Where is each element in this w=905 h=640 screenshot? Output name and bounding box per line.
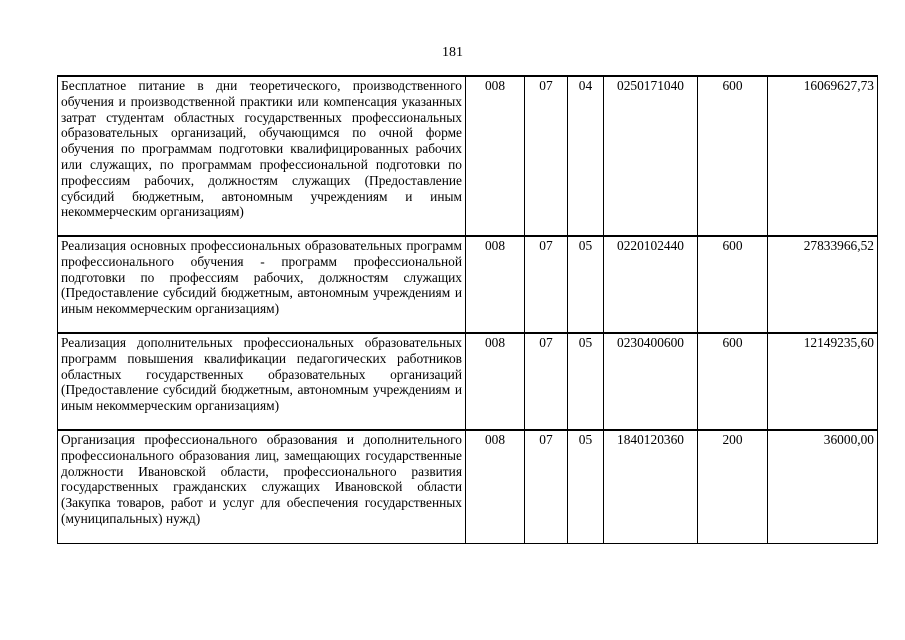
subsection-code: 05	[568, 430, 604, 544]
subsection-code: 05	[568, 333, 604, 430]
admin-code: 008	[466, 236, 525, 333]
item-description: Реализация основных профессиональных образовательных программ профессионального обучения - программ профессиональной подготовки по профессиям рабочих, должностям служащих (Предоставление субсидий бюджетным, автономным учреждениям и иным некоммерческим организациям)	[58, 236, 466, 333]
section-code: 07	[525, 430, 568, 544]
amount: 36000,00	[768, 430, 878, 544]
item-description: Организация профессионального образования и дополнительного профессионального образования лиц, замещающих государственные должности Ивановской области, профессионального развития государственных гражданских служащих Ивановской области (Закупка товаров, работ и услуг для обеспечения государственных (муниципальных) нужд)	[58, 430, 466, 544]
amount: 27833966,52	[768, 236, 878, 333]
table-row	[58, 236, 878, 333]
admin-code: 008	[466, 76, 525, 236]
target-article-code: 0230400600	[604, 333, 698, 430]
table-row	[58, 333, 878, 430]
table-row	[58, 430, 878, 544]
expense-type-code: 600	[698, 236, 768, 333]
item-description: Бесплатное питание в дни теоретического, производственного обучения и производственной практики или компенсация указанных затрат студентам областных государственных профессиональных образовательных организаций, обучающимся по очной форме обучения по программам подготовки квалифицированных рабочих или служащих, по программам профессиональной подготовки по профессиям рабочих, должностям служащих (Предоставление субсидий бюджетным, автономным учреждениям и иным некоммерческим организациям)	[58, 76, 466, 236]
budget-table	[57, 75, 878, 544]
target-article-code: 0250171040	[604, 76, 698, 236]
expense-type-code: 200	[698, 430, 768, 544]
section-code: 07	[525, 76, 568, 236]
target-article-code: 1840120360	[604, 430, 698, 544]
subsection-code: 04	[568, 76, 604, 236]
table-row	[58, 76, 878, 236]
amount: 12149235,60	[768, 333, 878, 430]
page-number: 181	[442, 45, 463, 60]
expense-type-code: 600	[698, 333, 768, 430]
target-article-code: 0220102440	[604, 236, 698, 333]
item-description: Реализация дополнительных профессиональных образовательных программ повышения квалификации педагогических работников областных государственных образовательных организаций (Предоставление субсидий бюджетным, автономным учреждениям и иным некоммерческим организациям)	[58, 333, 466, 430]
expense-type-code: 600	[698, 76, 768, 236]
admin-code: 008	[466, 430, 525, 544]
section-code: 07	[525, 236, 568, 333]
admin-code: 008	[466, 333, 525, 430]
amount: 16069627,73	[768, 76, 878, 236]
section-code: 07	[525, 333, 568, 430]
subsection-code: 05	[568, 236, 604, 333]
